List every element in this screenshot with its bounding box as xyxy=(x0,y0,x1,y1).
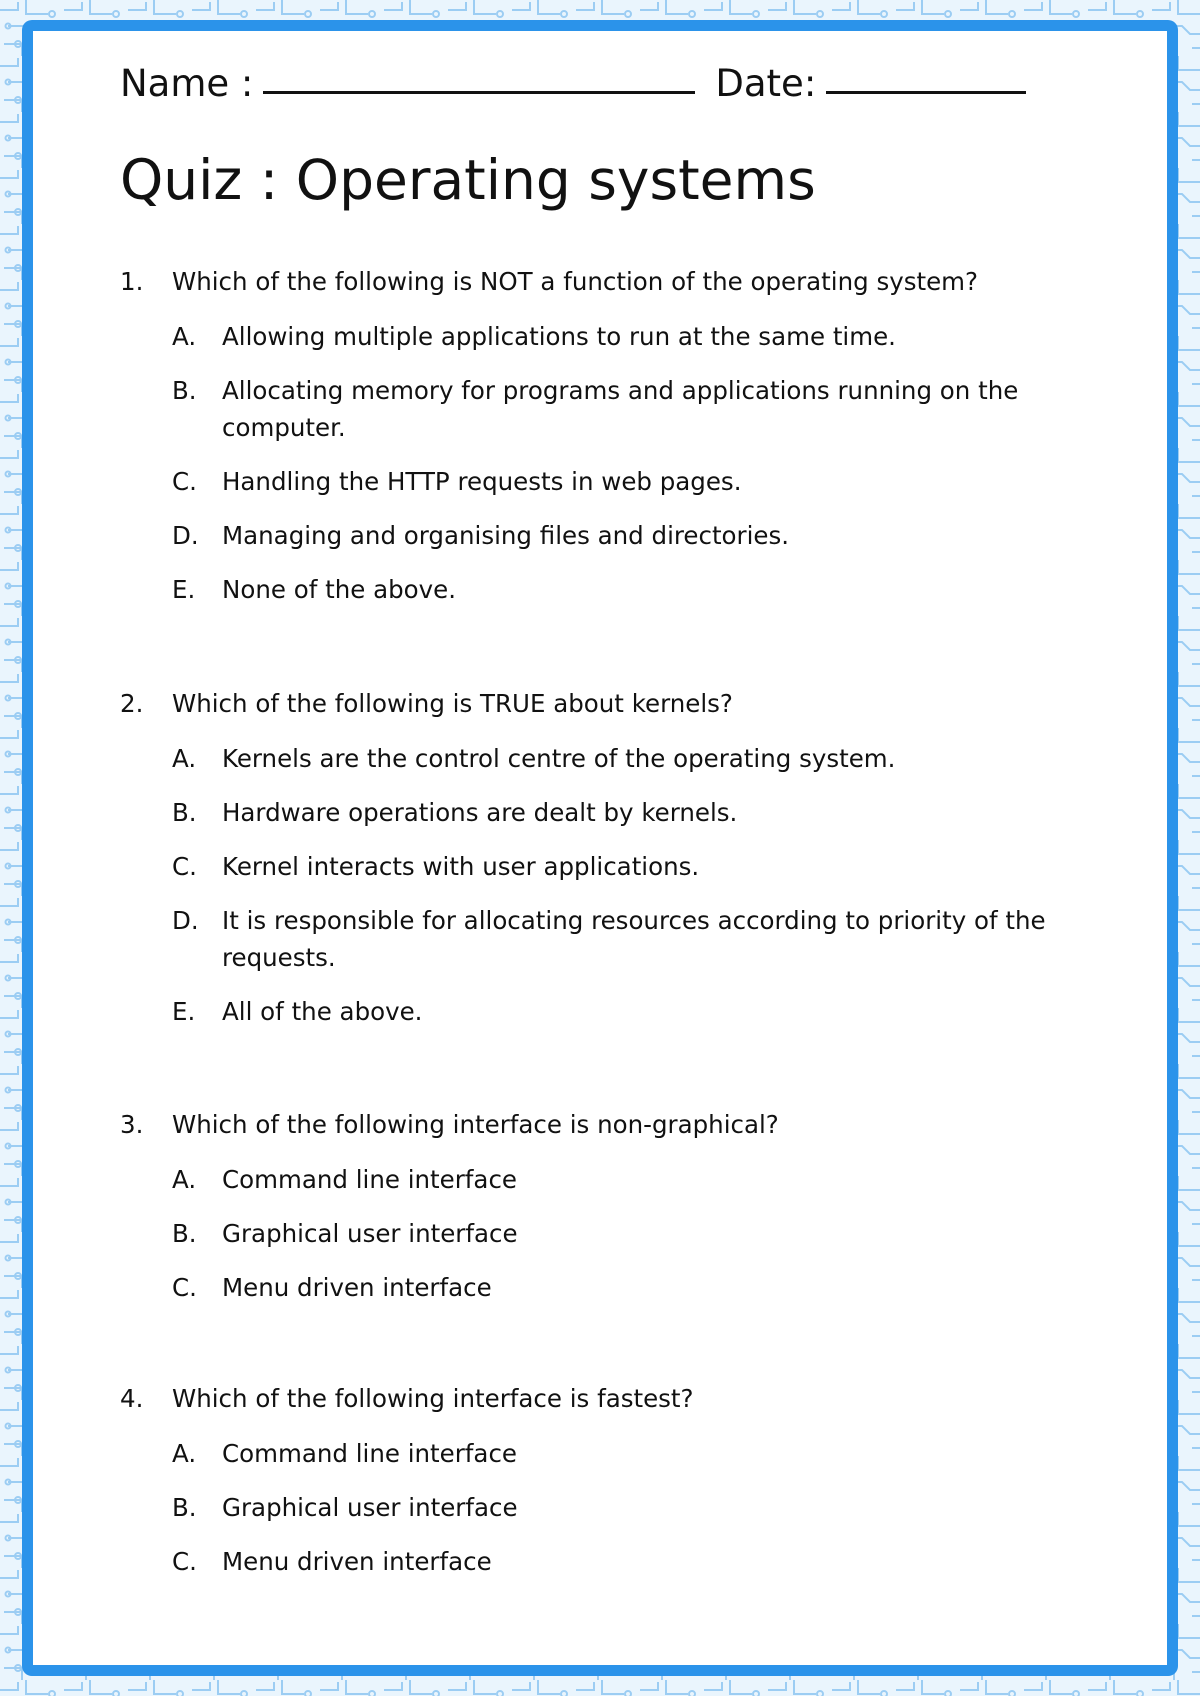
answer-option xyxy=(120,740,1100,777)
answer-option xyxy=(120,993,1100,1030)
option-text: Allocating memory for programs and applications running on the computer. xyxy=(222,376,1019,442)
answer-option xyxy=(120,794,1100,831)
answer-option xyxy=(120,517,1100,554)
option-letter: B. xyxy=(172,1493,197,1522)
question-2 xyxy=(120,685,1100,1047)
option-letter: C. xyxy=(172,1273,197,1302)
question-text xyxy=(120,1380,1100,1417)
option-letter: C. xyxy=(172,1547,197,1576)
date-blank-line xyxy=(826,91,1026,94)
question-prompt: Which of the following is NOT a function of the operating system? xyxy=(172,267,979,296)
question-1 xyxy=(120,263,1100,625)
question-number: 2. xyxy=(120,689,144,718)
option-letter: E. xyxy=(172,997,196,1026)
answer-option xyxy=(120,848,1100,885)
option-text: It is responsible for allocating resources according to priority of the requests. xyxy=(222,906,1046,972)
option-text: Graphical user interface xyxy=(222,1219,518,1248)
option-letter: A. xyxy=(172,744,197,773)
question-prompt: Which of the following is TRUE about kernels? xyxy=(172,689,733,718)
option-letter: A. xyxy=(172,1165,197,1194)
name-blank-line xyxy=(263,91,695,94)
question-number: 4. xyxy=(120,1384,144,1413)
option-letter: C. xyxy=(172,852,197,881)
option-text: Hardware operations are dealt by kernels. xyxy=(222,798,738,827)
option-letter: D. xyxy=(172,521,199,550)
question-text xyxy=(120,1106,1100,1143)
question-number: 1. xyxy=(120,267,144,296)
option-text: Menu driven interface xyxy=(222,1273,492,1302)
option-text: Command line interface xyxy=(222,1439,517,1468)
option-letter: B. xyxy=(172,1219,197,1248)
date-label: Date: xyxy=(715,62,817,105)
question-prompt: Which of the following interface is non-graphical? xyxy=(172,1110,779,1139)
option-letter: D. xyxy=(172,906,199,935)
answer-option xyxy=(120,372,1100,446)
answer-option xyxy=(120,902,1100,976)
option-text: Command line interface xyxy=(222,1165,517,1194)
option-text: Kernels are the control centre of the operating system. xyxy=(222,744,896,773)
question-prompt: Which of the following interface is fastest? xyxy=(172,1384,694,1413)
answer-option xyxy=(120,1543,1100,1580)
question-text xyxy=(120,685,1100,722)
answer-option xyxy=(120,463,1100,500)
option-letter: B. xyxy=(172,376,197,405)
answer-option xyxy=(120,318,1100,355)
option-text: Managing and organising files and directories. xyxy=(222,521,790,550)
answer-option xyxy=(120,1215,1100,1252)
option-letter: B. xyxy=(172,798,197,827)
answer-option xyxy=(120,1489,1100,1526)
answer-option xyxy=(120,1269,1100,1306)
option-text: Allowing multiple applications to run at the same time. xyxy=(222,322,896,351)
option-text: None of the above. xyxy=(222,575,457,604)
option-text: Menu driven interface xyxy=(222,1547,492,1576)
answer-option xyxy=(120,1161,1100,1198)
question-4 xyxy=(120,1380,1100,1597)
question-3 xyxy=(120,1106,1100,1323)
option-text: Graphical user interface xyxy=(222,1493,518,1522)
option-text: Handling the HTTP requests in web pages. xyxy=(222,467,742,496)
question-number: 3. xyxy=(120,1110,144,1139)
option-letter: E. xyxy=(172,575,196,604)
question-text xyxy=(120,263,1100,300)
header-fields xyxy=(120,62,1026,105)
option-letter: A. xyxy=(172,1439,197,1468)
name-label: Name : xyxy=(120,62,254,105)
option-letter: C. xyxy=(172,467,197,496)
option-text: All of the above. xyxy=(222,997,423,1026)
option-text: Kernel interacts with user applications. xyxy=(222,852,700,881)
answer-option xyxy=(120,1435,1100,1472)
option-letter: A. xyxy=(172,322,197,351)
answer-option xyxy=(120,571,1100,608)
page-title: Quiz : Operating systems xyxy=(120,148,816,212)
